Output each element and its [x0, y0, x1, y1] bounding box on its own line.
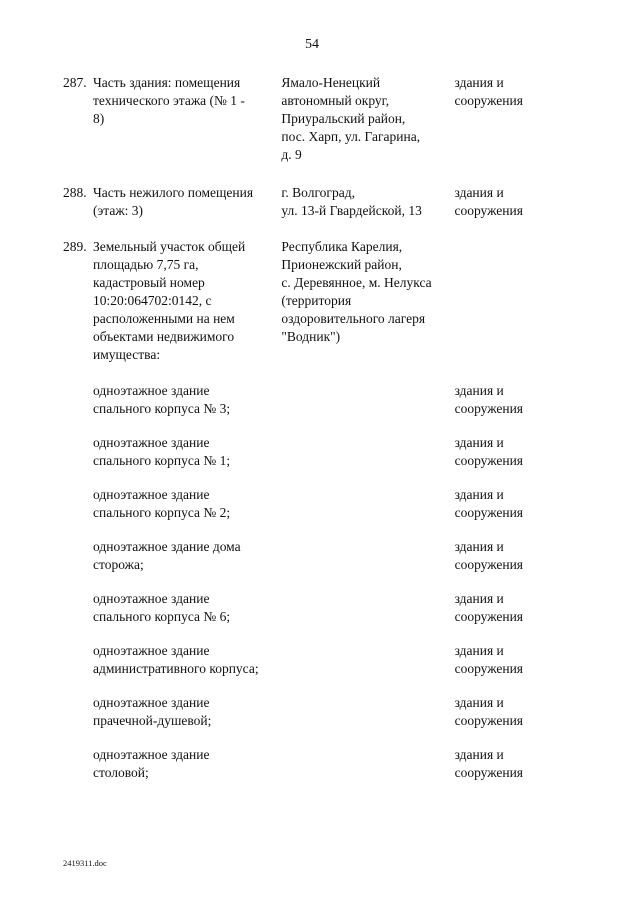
type-line: сооружения — [454, 93, 523, 108]
type-line: здания и — [454, 591, 504, 606]
sub-item-line: административного корпуса; — [93, 661, 259, 676]
type-line: здания и — [454, 487, 504, 502]
table-row-287 — [63, 74, 543, 164]
sub-item-type — [455, 694, 543, 730]
address-line: ул. 13-й Гвардейской, 13 — [281, 203, 422, 218]
type-line: сооружения — [454, 203, 523, 218]
name-cell — [63, 238, 277, 364]
type-line: здания и — [454, 383, 504, 398]
sub-item-name — [93, 486, 455, 522]
type-cell — [454, 238, 543, 364]
name-line: 10:20:064702:0142, с — [93, 293, 212, 308]
address-line: Республика Карелия, — [281, 239, 403, 254]
sub-item-type — [455, 486, 543, 522]
sub-item-line: одноэтажное здание — [93, 435, 210, 450]
sub-item-line: одноэтажное здание — [93, 695, 210, 710]
address-line: (территория — [281, 293, 352, 308]
sub-item-type — [455, 538, 543, 574]
sub-item-name — [93, 538, 455, 574]
sub-item-row — [63, 642, 543, 678]
address-line: пос. Харп, ул. Гагарина, — [281, 129, 421, 144]
type-line: здания и — [454, 695, 504, 710]
address-line: автономный округ, — [281, 93, 390, 108]
type-line: здания и — [454, 75, 504, 90]
name-line: Часть нежилого помещения — [93, 185, 254, 200]
type-line: сооружения — [454, 765, 524, 780]
name-line: Часть здания: помещения — [93, 75, 241, 90]
sub-item-type — [455, 590, 543, 626]
document-table — [63, 74, 543, 782]
type-cell — [454, 184, 543, 220]
sub-item-line: столовой; — [93, 765, 149, 780]
address-line: Ямало-Ненецкий — [281, 75, 381, 90]
name-line: кадастровый номер — [93, 275, 205, 290]
sub-item-row — [63, 434, 543, 470]
address-cell — [281, 74, 454, 164]
type-line: здания и — [454, 747, 504, 762]
entry-number: 287. — [63, 75, 87, 90]
sub-item-line: спального корпуса № 1; — [93, 453, 231, 468]
sub-item-type — [455, 382, 543, 418]
sub-item-row — [63, 486, 543, 522]
sub-item-line: сторожа; — [93, 557, 144, 572]
sub-item-row — [63, 382, 543, 418]
sub-item-line: одноэтажное здание — [93, 643, 210, 658]
table-row-289 — [63, 238, 543, 364]
sub-item-line: прачечной-душевой; — [93, 713, 212, 728]
entry-name — [93, 238, 273, 364]
sub-item-row — [63, 538, 543, 574]
sub-item-line: одноэтажное здание дома — [93, 539, 241, 554]
sub-item-line: одноэтажное здание — [93, 487, 210, 502]
sub-item-line: спального корпуса № 6; — [93, 609, 231, 624]
name-line: 8) — [93, 111, 105, 126]
sub-item-line: спального корпуса № 2; — [93, 505, 231, 520]
type-line: здания и — [454, 643, 504, 658]
type-line: здания и — [454, 539, 504, 554]
name-cell — [63, 184, 277, 220]
type-cell — [454, 74, 543, 164]
address-line: "Водник") — [281, 329, 341, 344]
entry-number: 288. — [63, 185, 87, 200]
address-cell — [281, 184, 454, 220]
name-line: (этаж: 3) — [93, 203, 144, 218]
sub-item-line: одноэтажное здание — [93, 383, 210, 398]
name-line: объектами недвижимого — [93, 329, 235, 344]
sub-item-name — [93, 746, 455, 782]
type-line: сооружения — [454, 661, 524, 676]
type-line: сооружения — [454, 453, 524, 468]
table-row-288 — [63, 184, 543, 220]
name-line: технического этажа (№ 1 - — [93, 93, 245, 108]
type-line: сооружения — [454, 557, 524, 572]
sub-item-name — [93, 434, 455, 470]
sub-item-type — [455, 434, 543, 470]
type-line: здания и — [454, 185, 504, 200]
sub-item-name — [93, 642, 455, 678]
address-line: г. Волгоград, — [281, 185, 355, 200]
sub-item-type — [455, 642, 543, 678]
sub-item-line: спального корпуса № 3; — [93, 401, 231, 416]
sub-item-line: одноэтажное здание — [93, 747, 210, 762]
sub-item-row — [63, 590, 543, 626]
entry-number: 289. — [63, 239, 87, 254]
sub-item-name — [93, 590, 455, 626]
name-line: Земельный участок общей — [93, 239, 246, 254]
entry-name — [93, 74, 273, 164]
sub-item-row — [63, 694, 543, 730]
name-line: расположенными на нем — [93, 311, 235, 326]
type-line: здания и — [454, 435, 504, 450]
type-line: сооружения — [454, 505, 524, 520]
sub-item-row — [63, 746, 543, 782]
name-line: имущества: — [93, 347, 161, 362]
type-line: сооружения — [454, 401, 524, 416]
name-cell — [63, 74, 277, 164]
address-line: с. Деревянное, м. Нелукса — [281, 275, 432, 290]
page-number: 54 — [305, 37, 319, 52]
sub-item-name — [93, 694, 455, 730]
address-line: Приуральский район, — [281, 111, 406, 126]
entry-name — [93, 184, 273, 220]
sub-item-type — [455, 746, 543, 782]
address-cell — [281, 238, 454, 364]
footer-file-code: 2419311.doc — [63, 858, 107, 868]
sub-item-name — [93, 382, 455, 418]
type-line: сооружения — [454, 609, 524, 624]
sub-item-line: одноэтажное здание — [93, 591, 210, 606]
type-line: сооружения — [454, 713, 524, 728]
address-line: оздоровительного лагеря — [281, 311, 426, 326]
address-line: Прионежский район, — [281, 257, 402, 272]
name-line: площадью 7,75 га, — [93, 257, 199, 272]
address-line: д. 9 — [281, 147, 302, 162]
